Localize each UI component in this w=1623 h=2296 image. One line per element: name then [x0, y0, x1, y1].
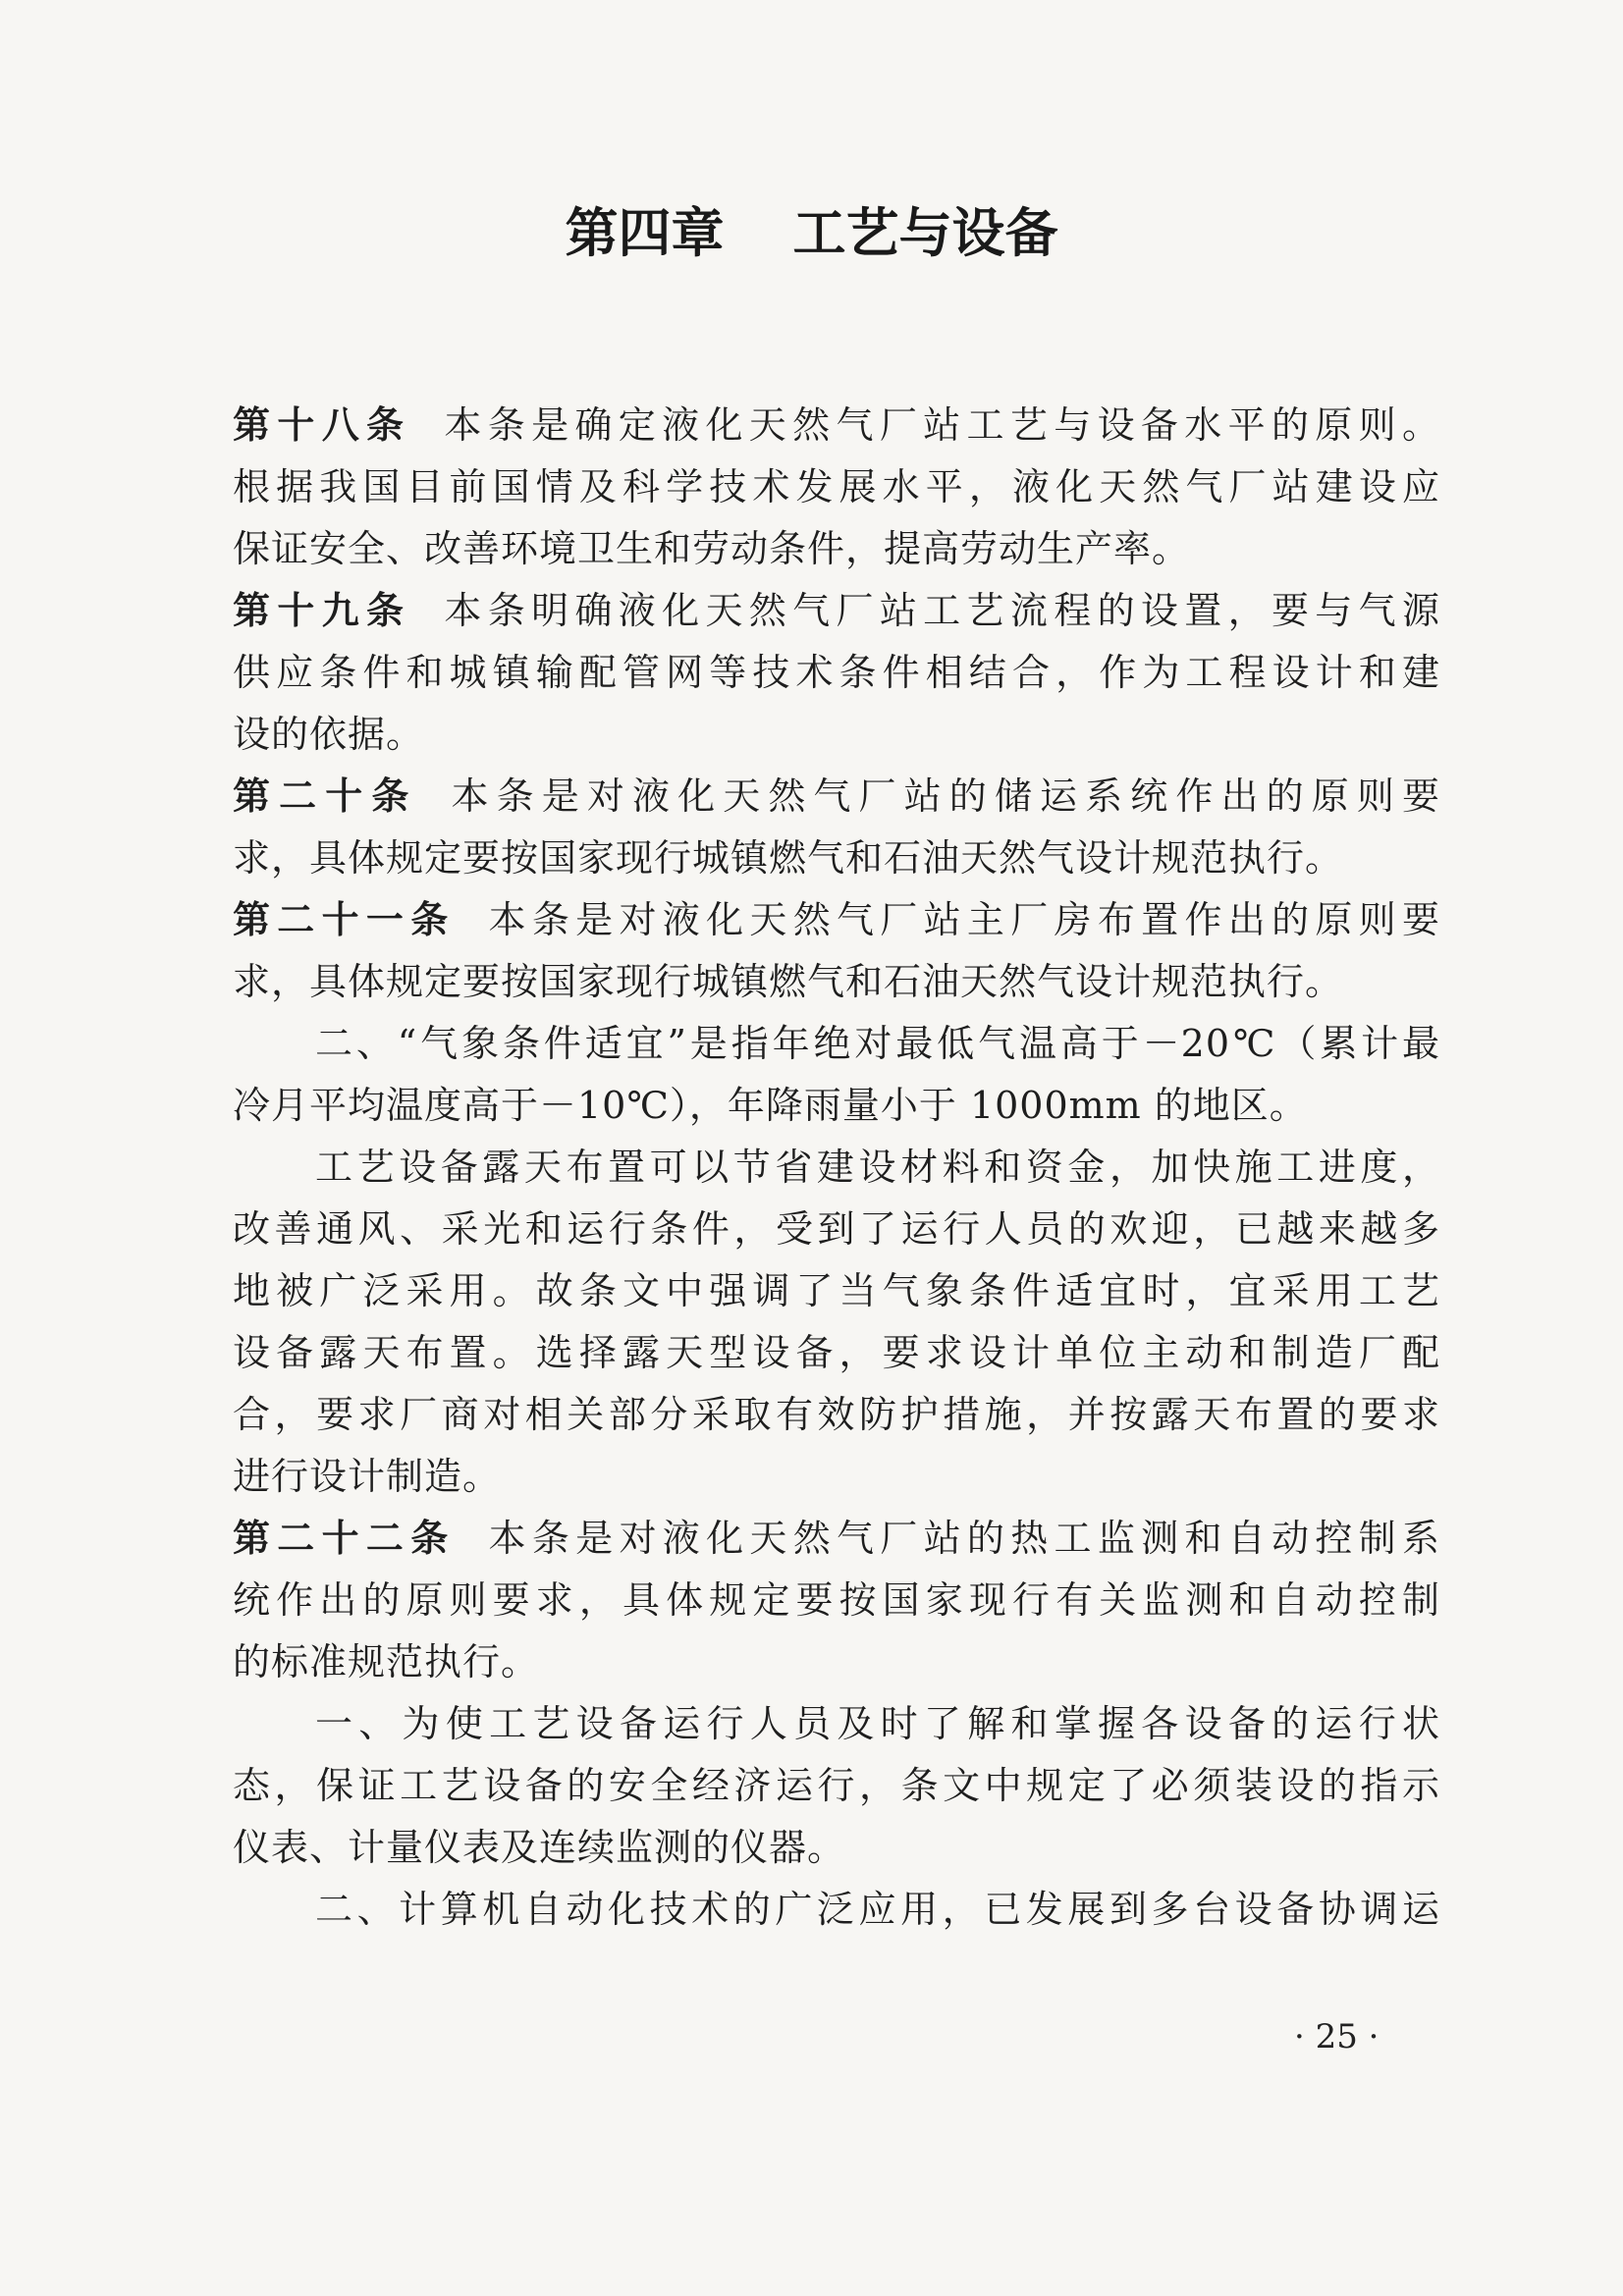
text-line: 冷月平均温度高于－10℃），年降雨量小于 1000mm 的地区。	[233, 1084, 1308, 1127]
text-line	[233, 395, 1440, 456]
text-line: 改善通风、采光和运行条件，受到了运行人员的欢迎，已越来越多	[233, 1207, 1440, 1251]
text-line: 二、计算机自动化技术的广泛应用，已发展到多台设备协调运	[315, 1888, 1440, 1931]
chapter-number: 第四章	[565, 202, 725, 264]
page-number: · 25 ·	[1294, 2017, 1380, 2056]
text-line: 态，保证工艺设备的安全经济运行，条文中规定了必须装设的指示	[233, 1764, 1440, 1807]
text-span: 本条是确定液化天然气厂站工艺与设备水平的原则。	[444, 403, 1440, 447]
text-line: 的标准规范执行。	[233, 1640, 540, 1683]
article-label: 第二十条	[233, 774, 418, 818]
text-line	[233, 1508, 1440, 1570]
text-line: 设的依据。	[233, 713, 425, 756]
text-line: 地被广泛采用。故条文中强调了当气象条件适宜时，宜采用工艺	[233, 1269, 1440, 1312]
text-line: 统作出的原则要求，具体规定要按国家现行有关监测和自动控制	[233, 1578, 1440, 1622]
text-line	[233, 766, 1440, 828]
article-label: 第十八条	[233, 403, 411, 447]
text-line: 二、“气象条件适宜”是指年绝对最低气温高于－20℃（累计最	[315, 1022, 1440, 1065]
text-span: 本条是对液化天然气厂站的热工监测和自动控制系	[488, 1517, 1440, 1560]
text-line: 供应条件和城镇输配管网等技术条件相结合，作为工程设计和建	[233, 651, 1440, 694]
body-text	[233, 395, 1440, 1941]
article-label: 第二十二条	[233, 1517, 456, 1560]
text-line: 根据我国目前国情及科学技术发展水平，液化天然气厂站建设应	[233, 465, 1440, 508]
text-line: 设备露天布置。选择露天型设备，要求设计单位主动和制造厂配	[233, 1331, 1440, 1374]
text-line: 求，具体规定要按国家现行城镇燃气和石油天然气设计规范执行。	[233, 836, 1344, 880]
article-label: 第二十一条	[233, 898, 456, 941]
chapter-title	[0, 194, 1623, 273]
text-line: 工艺设备露天布置可以节省建设材料和资金，加快施工进度，	[315, 1146, 1440, 1189]
text-line: 求，具体规定要按国家现行城镇燃气和石油天然气设计规范执行。	[233, 960, 1344, 1003]
text-line: 进行设计制造。	[233, 1455, 502, 1498]
text-line: 一、为使工艺设备运行人员及时了解和掌握各设备的运行状	[315, 1702, 1440, 1745]
text-span: 本条是对液化天然气厂站主厂房布置作出的原则要	[488, 898, 1440, 941]
text-span: 本条是对液化天然气厂站的储运系统作出的原则要	[451, 774, 1440, 818]
text-line: 合，要求厂商对相关部分采取有效防护措施，并按露天布置的要求	[233, 1393, 1440, 1436]
text-line	[233, 580, 1440, 642]
article-label: 第十九条	[233, 589, 411, 632]
text-span: 本条明确液化天然气厂站工艺流程的设置，要与气源	[444, 589, 1440, 632]
chapter-name: 工艺与设备	[792, 202, 1058, 264]
text-line: 保证安全、改善环境卫生和劳动条件，提高劳动生产率。	[233, 527, 1191, 570]
text-line	[233, 889, 1440, 951]
text-line: 仪表、计量仪表及连续监测的仪器。	[233, 1826, 846, 1869]
